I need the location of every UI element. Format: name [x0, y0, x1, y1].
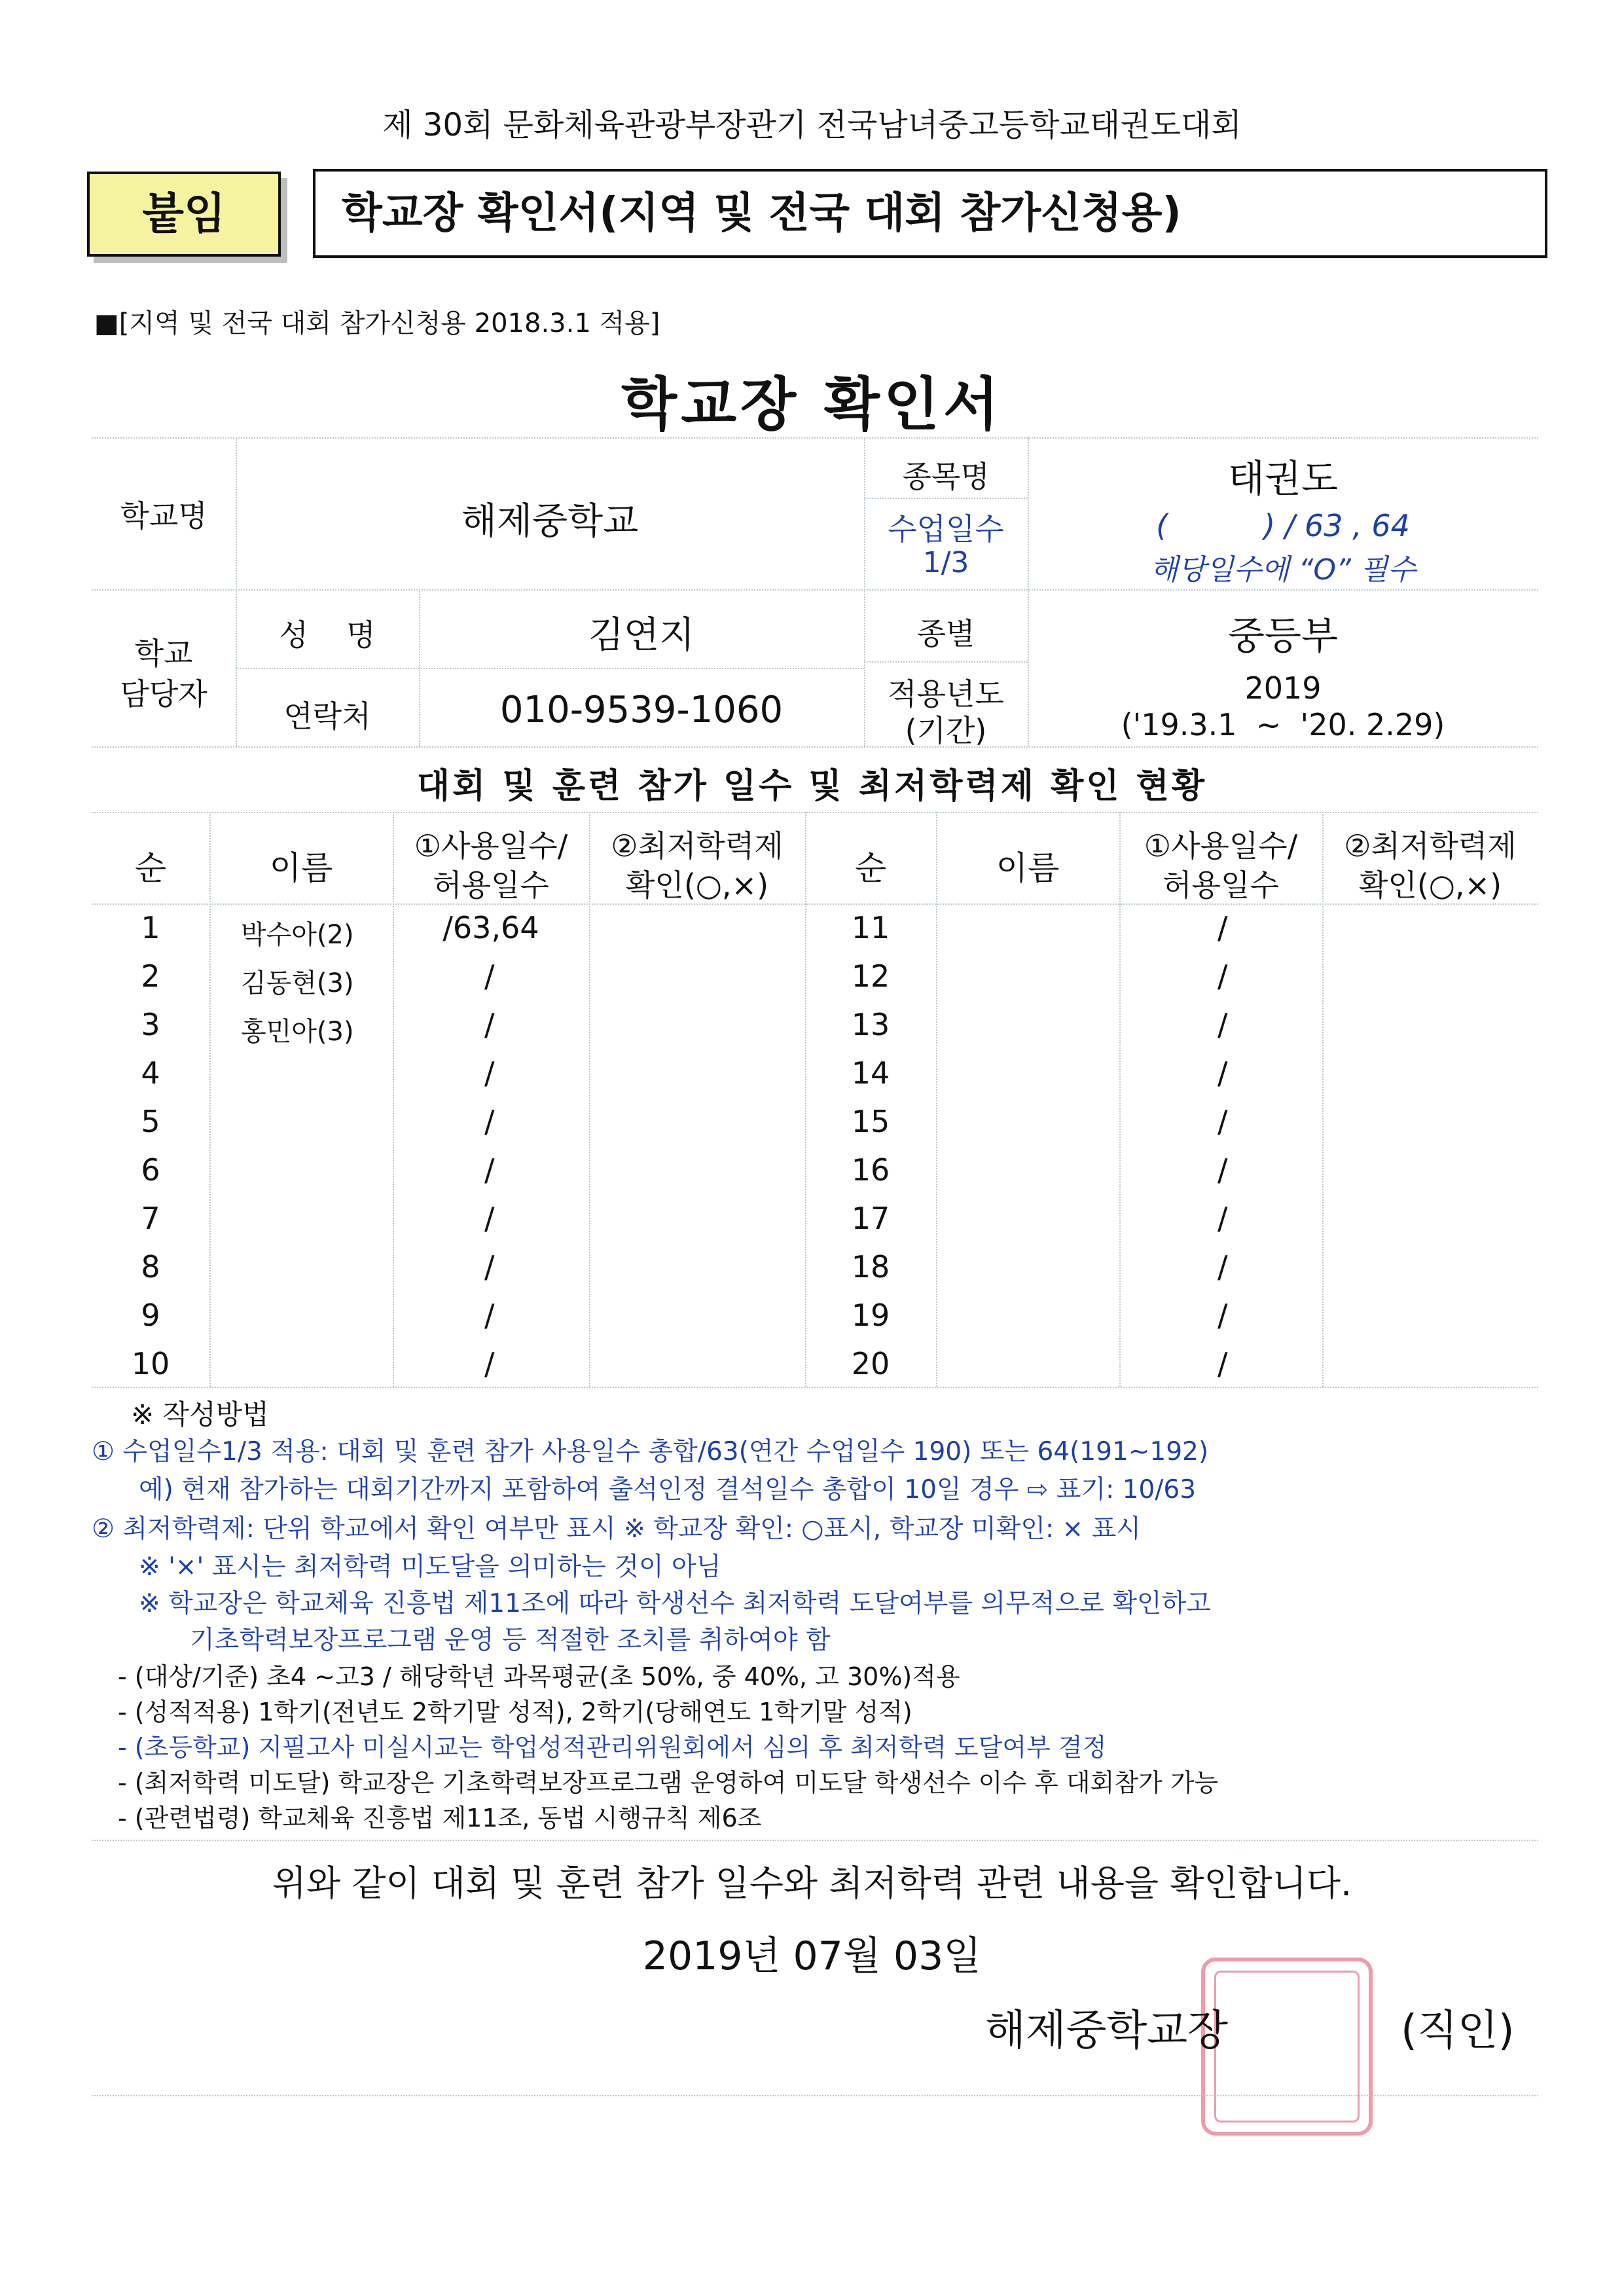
- row-days: /: [1218, 1104, 1228, 1139]
- table-row: [92, 1201, 805, 1249]
- row-days: /: [484, 1152, 495, 1188]
- table-row: [805, 1249, 1538, 1298]
- col-no: 순: [134, 849, 167, 887]
- col-check-right: ②최저학력제: [1344, 828, 1517, 864]
- row-days: /: [484, 958, 495, 994]
- row-no: 20: [851, 1346, 890, 1381]
- row-no: 8: [141, 1249, 160, 1285]
- row-days: /: [1218, 1201, 1228, 1236]
- row-days: /: [484, 1249, 495, 1285]
- col-days-2: 허용일수: [433, 867, 549, 903]
- class-days-fraction: 1/3: [922, 546, 969, 579]
- row-no: 1: [141, 910, 160, 945]
- table-row: [92, 1346, 805, 1387]
- table-row: [92, 1298, 805, 1346]
- row-no: 16: [851, 1152, 890, 1188]
- note-2-line-3: ※ 학교장은 학교체육 진흥법 제11조에 따라 학생선수 최저학력 도달여부를 의무적으로 확인하고: [139, 1589, 1211, 1618]
- note-1-line-2: 예) 현재 참가하는 대회기간까지 포함하여 출석인정 결석일수 총합이 10일 경우 ⇨ 표기: 10/63: [139, 1475, 1197, 1504]
- table-row: [92, 1104, 805, 1152]
- col-check: ②최저학력제: [611, 828, 784, 864]
- table-row: [92, 1152, 805, 1201]
- table-row: [805, 958, 1538, 1007]
- row-name: 홍민아(3): [241, 1017, 354, 1047]
- note-2-line-1: ② 최저학력제: 단위 학교에서 확인 여부만 표시 ※ 학교장 확인: ○표시, 학교장 미확인: × 표시: [92, 1514, 1141, 1544]
- bullet-grades: - (성적적용) 1학기(전년도 2학기말 성적), 2학기(당해연도 1학기말 성적): [118, 1698, 912, 1726]
- row-no: 6: [141, 1152, 160, 1188]
- row-days: /: [484, 1055, 495, 1091]
- year-label: 적용년도: [888, 676, 1004, 712]
- row-no: 14: [851, 1055, 890, 1091]
- col-check-right-2: 확인(○,×): [1358, 867, 1502, 903]
- doc-heading-box: [313, 169, 1547, 258]
- row-no: 13: [851, 1007, 890, 1042]
- note-2-line-2: ※ '×' 표시는 최저학력 미도달을 의미하는 것이 아님: [139, 1552, 721, 1582]
- manager-label-2: 담당자: [120, 676, 208, 712]
- name-label: 성 명: [279, 617, 376, 653]
- row-days: /: [1218, 1152, 1228, 1188]
- row-no: 10: [131, 1346, 170, 1381]
- notes-title: ※ 작성방법: [131, 1398, 269, 1430]
- row-days: /: [1218, 910, 1228, 945]
- row-no: 19: [851, 1298, 890, 1333]
- table-row: [805, 1055, 1538, 1104]
- row-days: /63,64: [442, 910, 539, 945]
- division-label: 종별: [916, 616, 975, 651]
- seal-label: (직인): [1401, 2007, 1515, 2055]
- col-no-right: 순: [854, 849, 887, 887]
- row-days: /: [1218, 1055, 1228, 1091]
- document-date: 2019년 07월 03일: [642, 1933, 982, 1979]
- table-row: [92, 910, 805, 958]
- col-days: ①사용일수/: [414, 828, 568, 864]
- col-name-right: 이름: [996, 849, 1060, 887]
- attachment-label: 붙임: [142, 189, 226, 239]
- table-row: [92, 958, 805, 1007]
- status-heading: 대회 및 훈련 참가 일수 및 최저학력제 확인 현황: [416, 767, 1208, 806]
- class-days-value: ( ) / 63 , 64: [1156, 508, 1410, 543]
- table-row: [92, 1007, 805, 1055]
- class-days-label: 수업일수: [888, 511, 1004, 547]
- bullet-not-reached: - (최저학력 미도달) 학교장은 기초학력보장프로그램 운영하여 미도달 학생선수 이수 후 대회참가 가능: [118, 1768, 1219, 1797]
- manager-label: 학교: [134, 636, 193, 671]
- table-row: [805, 1346, 1538, 1387]
- competition-title: 제 30회 문화체육관광부장관기 전국남녀중고등학교태권도대회: [382, 107, 1242, 143]
- class-days-note: 해당일수에 “O” 필수: [1150, 553, 1416, 587]
- event-label: 종목명: [902, 459, 990, 494]
- row-no: 7: [141, 1201, 160, 1236]
- table-row: [805, 1298, 1538, 1346]
- table-row: [805, 1152, 1538, 1201]
- row-no: 17: [851, 1201, 890, 1236]
- event-value: 태권도: [1227, 456, 1339, 501]
- year-period-label: (기간): [905, 713, 987, 748]
- row-name: 박수아(2): [241, 920, 354, 950]
- row-no: 5: [141, 1104, 160, 1139]
- main-title: 학교장 확인서: [621, 371, 1003, 438]
- name-value: 김연지: [588, 614, 695, 657]
- form-note: ■[지역 및 전국 대회 참가신청용 2018.3.1 적용]: [94, 308, 660, 338]
- row-days: /: [484, 1201, 495, 1236]
- row-days: /: [484, 1007, 495, 1042]
- table-row: [92, 1055, 805, 1104]
- division-value: 중등부: [1227, 613, 1339, 658]
- col-check-2: 확인(○,×): [625, 867, 769, 903]
- row-no: 2: [141, 958, 160, 994]
- bullet-target: - (대상/기준) 초4 ~고3 / 해당학년 과목평균(초 50%, 중 40%, 고 30%)적용: [118, 1662, 960, 1691]
- row-name: 김동현(3): [241, 968, 354, 998]
- row-no: 12: [851, 958, 890, 994]
- row-days: /: [1218, 1346, 1228, 1381]
- row-days: /: [484, 1104, 495, 1139]
- bullet-law: - (관련법령) 학교체육 진흥법 제11조, 동법 시행규칙 제6조: [118, 1804, 762, 1832]
- year-period-value: ('19.3.1 ~ '20. 2.29): [1121, 707, 1445, 742]
- table-row: [805, 1104, 1538, 1152]
- row-no: 18: [851, 1249, 890, 1285]
- row-no: 4: [141, 1055, 160, 1091]
- row-days: /: [1218, 958, 1228, 994]
- table-row: [92, 1249, 805, 1298]
- school-value: 해제중학교: [461, 500, 639, 543]
- row-days: /: [484, 1298, 495, 1333]
- principal-name: 해제중학교장: [985, 2007, 1228, 2055]
- row-no: 11: [851, 910, 890, 945]
- note-1-line-1: ① 수업일수1/3 적용: 대회 및 훈련 참가 사용일수 총합/63(연간 수업일수 190) 또는 64(191~192): [92, 1437, 1209, 1467]
- col-days-right: ①사용일수/: [1144, 828, 1298, 864]
- attachment-badge: [87, 172, 281, 257]
- col-name: 이름: [269, 849, 333, 887]
- table-row: [805, 1007, 1538, 1055]
- note-2-line-4: 기초학력보장프로그램 운영 등 적절한 조치를 취하여야 함: [190, 1626, 831, 1655]
- contact-label: 연락처: [283, 699, 371, 734]
- row-days: /: [1218, 1249, 1228, 1285]
- row-days: /: [1218, 1007, 1228, 1042]
- school-label: 학교명: [120, 498, 208, 534]
- table-row: [805, 910, 1538, 958]
- year-value: 2019: [1244, 670, 1322, 706]
- table-row: [805, 1201, 1538, 1249]
- row-no: 9: [141, 1298, 160, 1333]
- doc-heading: 학교장 확인서(지역 및 전국 대회 참가신청용): [342, 189, 1182, 238]
- bullet-elementary: - (초등학교) 지필고사 미실시교는 학업성적관리위원회에서 심의 후 최저학력 도달여부 결정: [118, 1733, 1107, 1762]
- row-no: 15: [851, 1104, 890, 1139]
- row-days: /: [484, 1346, 495, 1381]
- row-no: 3: [141, 1007, 160, 1042]
- row-days: /: [1218, 1298, 1228, 1333]
- contact-value: 010-9539-1060: [499, 689, 784, 731]
- confirmation-text: 위와 같이 대회 및 훈련 참가 일수와 최저학력 관련 내용을 확인합니다.: [272, 1863, 1352, 1904]
- col-days-right-2: 허용일수: [1163, 867, 1279, 903]
